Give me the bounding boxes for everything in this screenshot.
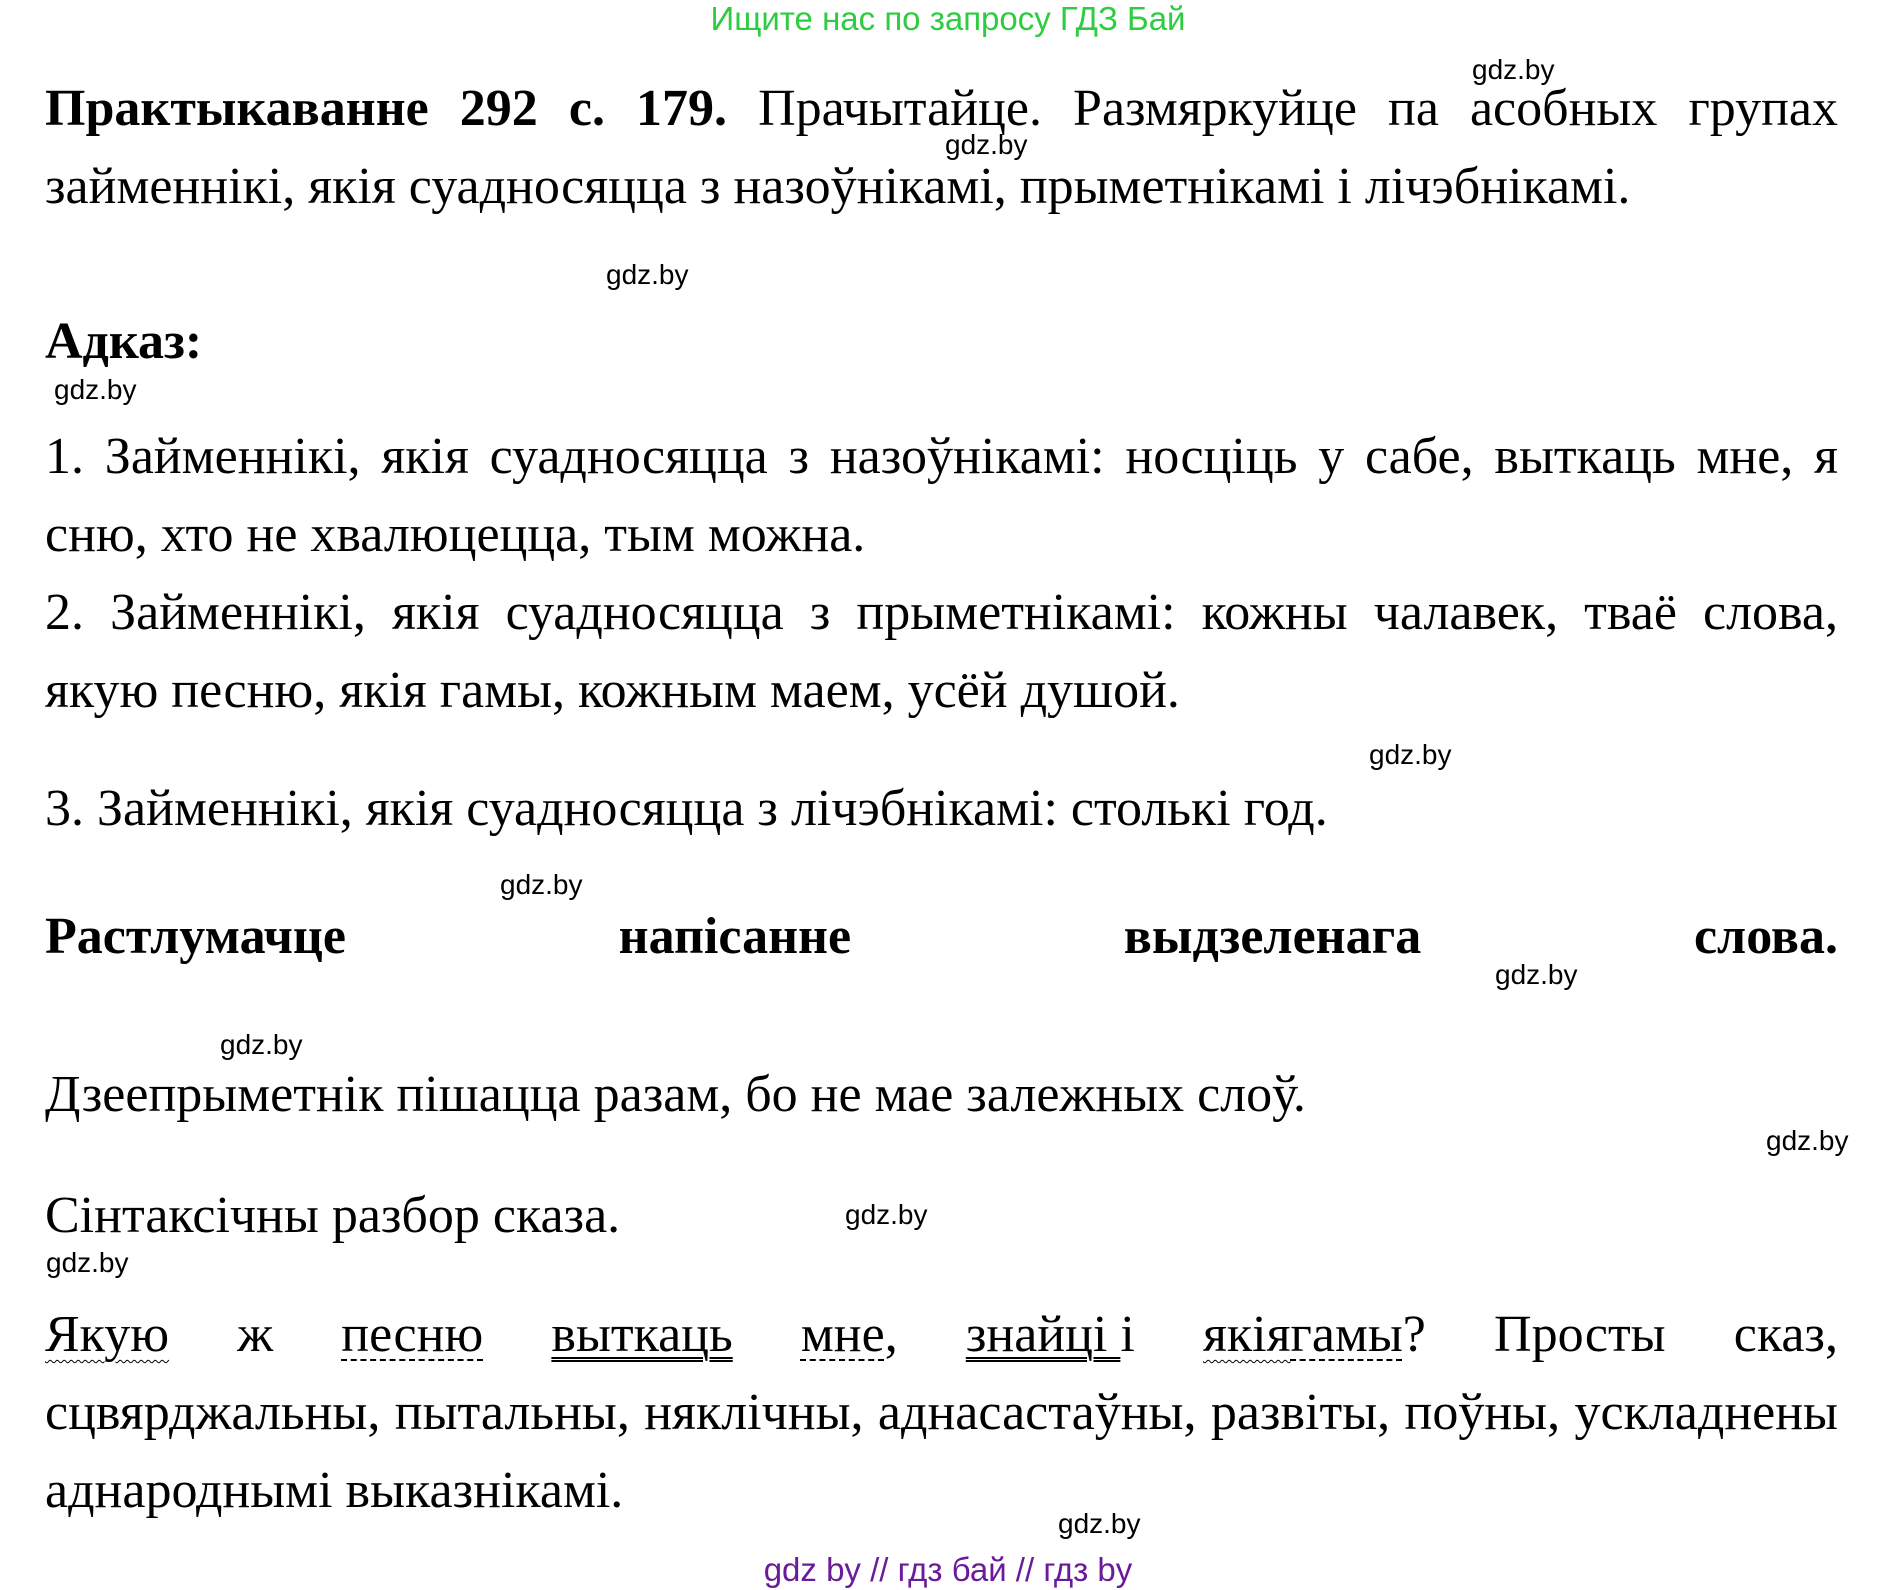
footer: gdz by // гдз бай // гдз by (763, 1551, 1133, 1588)
syntax-sentence-line (45, 1296, 1838, 1374)
syntax-characteristics: сцвярджальны, пытальны, няклічны, аднасастаўны, развіты, поўны, ускладнены аднароднымі выказнікамі. (45, 1384, 1838, 1519)
watermark: gdz.by (500, 869, 583, 900)
watermark: gdz.by (1472, 54, 1555, 85)
explain-heading: Растлумачце напісанне выдзеленага слова. (45, 908, 1838, 965)
exercise-paragraph (45, 70, 1838, 226)
answer-3: 3. Займеннікі, якія суадносяцца з лічэбнікамі: столькі год. (45, 780, 1328, 837)
syntax-heading: Сінтаксічны разбор сказа. (45, 1187, 621, 1244)
answer-1: 1. Займеннікі, якія суадносяцца з назоўнікамі: носціць у сабе, выткаць мне, я сню, хто не хвалюцецца, тым можна. (45, 428, 1838, 563)
watermark: gdz.by (220, 1029, 303, 1060)
sentence-word-conjunction: і (1120, 1306, 1135, 1363)
sentence-word-particle: ж (237, 1306, 274, 1363)
sentence-group-predicate-2 (966, 1296, 1135, 1374)
watermark: gdz.by (54, 374, 137, 405)
watermark: gdz.by (845, 1199, 928, 1230)
watermark: gdz.by (1058, 1508, 1141, 1539)
watermark: gdz.by (1369, 739, 1452, 770)
sentence-comma: , (884, 1306, 898, 1363)
top-banner: Ищите нас по запросу ГДЗ Бай (710, 0, 1186, 37)
answer-label: Адказ: (45, 313, 203, 370)
watermark: gdz.by (945, 129, 1028, 160)
exercise-heading: Практыкаванне 292 с. 179. (45, 80, 728, 137)
sentence-word-object: песню (341, 1306, 484, 1363)
answer-2: 2. Займеннікі, якія суадносяцца з прыметнікамі: кожны чалавек, тваё слова, якую песню, якія гамы, кожным маем, усёй душой. (45, 584, 1838, 719)
watermark: gdz.by (606, 259, 689, 290)
sentence-word-object-3: гамы (1290, 1306, 1403, 1363)
watermark: gdz.by (1495, 959, 1578, 990)
exercise-task: Прачытайце. Размяркуйце па асобных групах займеннікі, якія суадносяцца з назоўнікамі, прыметнікамі і лічэбнікамі. (45, 80, 1838, 215)
watermark: gdz.by (46, 1247, 129, 1278)
sentence-word-predicate-2: знайці (965, 1306, 1121, 1363)
watermark: gdz.by (1766, 1125, 1849, 1156)
sentence-word-skaz: сказ, (1733, 1306, 1838, 1363)
sentence-word-object-2: мне (800, 1306, 885, 1363)
explain-text: Дзеепрыметнік пішацца разам, бо не мае залежных слоў. (45, 1066, 1306, 1123)
sentence-word-attribute: Якую (45, 1306, 170, 1363)
sentence-question-mark: ? (1402, 1306, 1426, 1363)
sentence-word-predicate-1: выткаць (551, 1306, 733, 1363)
sentence-word-attribute-2: якія (1202, 1306, 1291, 1363)
sentence-group-gamy (1203, 1296, 1426, 1374)
sentence-word-prosty: Просты (1494, 1306, 1666, 1363)
sentence-group-mne (801, 1296, 898, 1374)
